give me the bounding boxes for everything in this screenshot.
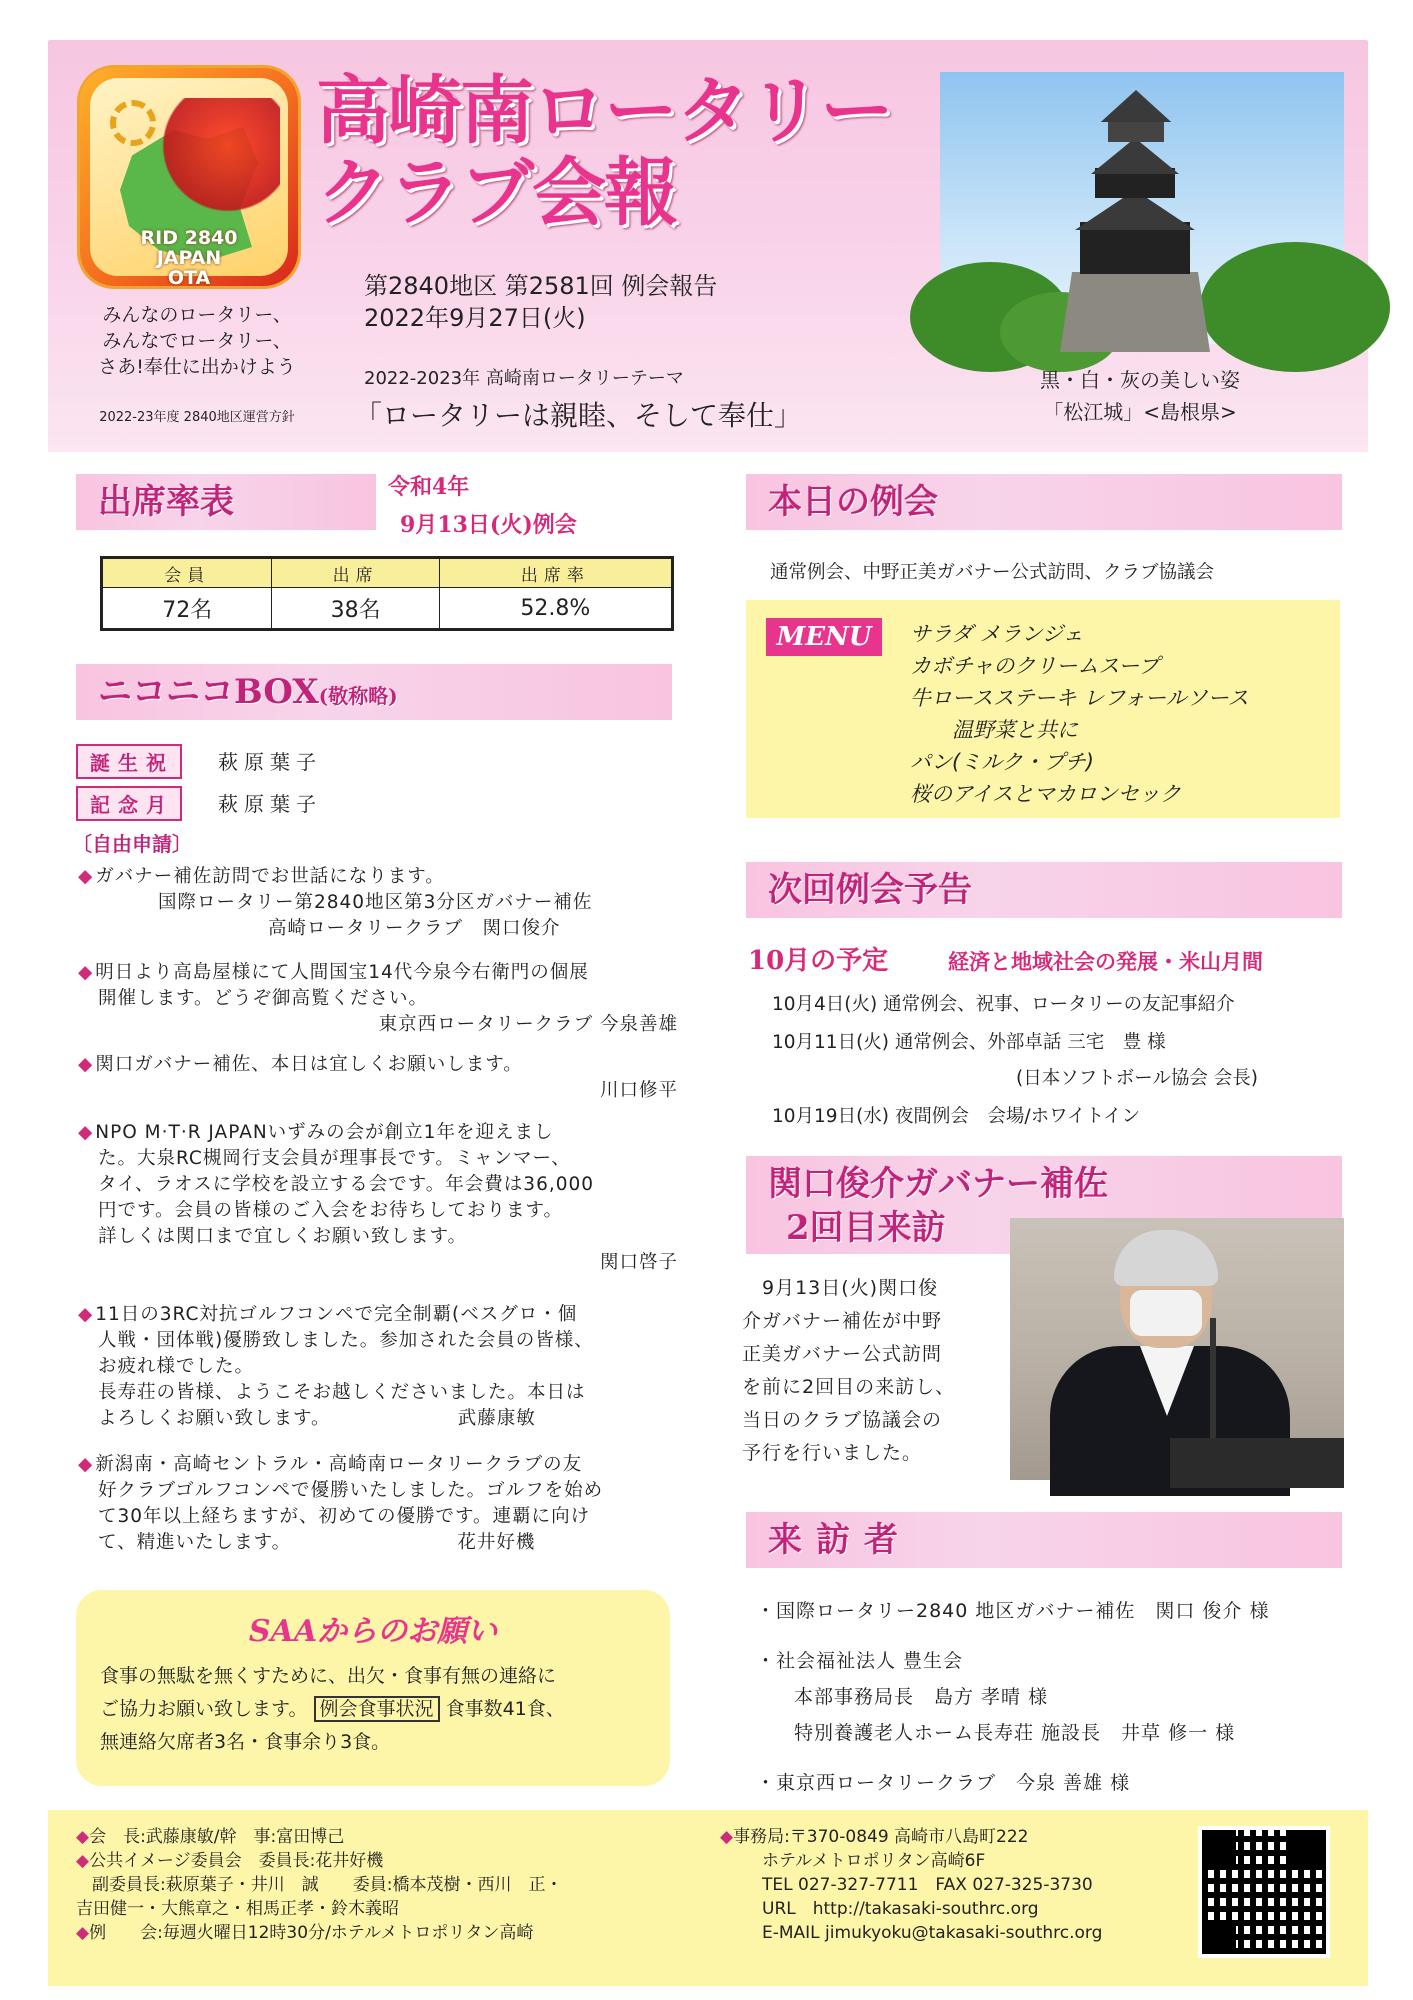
saa-line-2b: 食事数41食、 xyxy=(445,1698,565,1720)
attendance-year: 令和4年 xyxy=(388,474,470,500)
msg2-line1: 明日より高島屋様にて人間国宝14代今泉今右衛門の個展 xyxy=(95,962,589,983)
msg5-line5: よろしくお願い致します。 武藤康敏 xyxy=(98,1408,536,1429)
title-line-2: クラブ会報 xyxy=(316,150,676,236)
anniversary-tag: 記念月 xyxy=(76,786,182,821)
gov-line-5: 当日のクラブ協議会の xyxy=(742,1409,943,1431)
niko-heading-note: (敬称略) xyxy=(318,684,398,708)
visitors-heading xyxy=(746,1512,1342,1568)
next-row-4: 10月19日(水) 夜間例会 会場/ホワイトイン xyxy=(772,1106,1141,1127)
attendance-date: 9月13日(火)例会 xyxy=(400,512,577,538)
att-header-present: 出席 xyxy=(272,558,439,588)
phoenix-icon xyxy=(150,98,280,218)
visitors-heading-text: 来訪者 xyxy=(768,1520,912,1560)
msg2-line2: 開催します。どうぞ御高覧ください。 xyxy=(98,988,429,1009)
msg5-line4: 長寿荘の皆様、ようこそお越しくださいました。本日は xyxy=(98,1382,586,1403)
qr-code-icon[interactable] xyxy=(1198,1826,1330,1958)
footer-left-1: ◆会 長:武藤康敏/幹 事:富田博己 xyxy=(76,1827,345,1847)
photo-caption-1: 黒・白・灰の美しい姿 xyxy=(1040,368,1240,392)
anniversary-name: 萩原葉子 xyxy=(218,792,322,816)
birthday-tag: 誕生祝 xyxy=(76,744,182,779)
slogan xyxy=(62,302,332,380)
photo-caption-2: 「松江城」<島根県> xyxy=(1043,400,1237,424)
governor-visit-text xyxy=(742,1272,992,1470)
next-heading-text: 次回例会予告 xyxy=(768,870,972,910)
msg6-line2: 好クラブゴルフコンペで優勝いたしました。ゴルフを始め xyxy=(98,1480,604,1501)
microphone-icon xyxy=(1210,1318,1216,1438)
footer-left-5-text: 例 会:毎週火曜日12時30分/ホテルメトロポリタン高崎 xyxy=(89,1923,534,1943)
footer-left-2: ◆公共イメージ委員会 委員長:花井好機 xyxy=(76,1851,384,1871)
governor-heading-line-1: 関口俊介ガバナー補佐 xyxy=(768,1164,1108,1204)
slogan-line-2: みんなでロータリー、 xyxy=(102,330,292,352)
msg5-line1: 11日の3RC対抗ゴルフコンペで完全制覇(ベスグロ・個 xyxy=(95,1304,578,1325)
menu-item-1: サラダ メランジェ xyxy=(910,622,1084,646)
theme-label: 2022-2023年 高崎南ロータリーテーマ xyxy=(364,368,684,389)
gov-line-1: 9月13日(火)関口俊 xyxy=(762,1277,939,1299)
niko-box-heading xyxy=(76,664,672,720)
gov-line-2: 介ガバナー補佐が中野 xyxy=(742,1310,943,1332)
att-header-rate: 出席率 xyxy=(439,558,672,588)
niko-message-6: ◆ 新潟南・高崎セントラル・高崎南ロータリークラブの友 好クラブゴルフコンペで優勝いたしました。ゴルフを始め て30年以上経ちますが、初めての優勝です。連覇に向け て、精進いたします。 花井好機 xyxy=(78,1452,698,1556)
title-line-1: 高崎南ロータリー xyxy=(316,68,892,154)
footer-left-2-text: 公共イメージ委員会 委員長:花井好機 xyxy=(89,1851,384,1871)
msg5-line2: 人戦・団体戦)優勝致しました。参加された会員の皆様、 xyxy=(98,1330,594,1351)
report-number: 第2840地区 第2581回 例会報告 xyxy=(364,272,718,300)
menu-item-5: パン(ミルク・プチ) xyxy=(910,750,1094,774)
msg4-line4: 円です。会員の皆様のご入会をお待ちしております。 xyxy=(98,1200,564,1221)
menu-label: MENU xyxy=(766,618,882,656)
menu-item-2: カボチャのクリームスープ xyxy=(910,654,1160,678)
msg3-sign: 川口修平 xyxy=(599,1080,678,1101)
gov-line-6: 予行を行いました。 xyxy=(742,1442,923,1464)
slogan-sub: 2022-23年度 2840地区運営方針 xyxy=(99,410,295,425)
niko-message-5: ◆ 11日の3RC対抗ゴルフコンペで完全制覇(ベスグロ・個 人戦・団体戦)優勝致しました。参加された会員の皆様、 お疲れ様でした。 長寿荘の皆様、ようこそお越しくださいました。本日は よろしくお願い致します。 武藤康敏 xyxy=(78,1302,698,1432)
logo-text-1: RID 2840 xyxy=(140,227,238,249)
msg1-sign1: 国際ロータリー第2840地区第3分区ガバナー補佐 xyxy=(158,892,593,913)
msg1-sign2: 高崎ロータリークラブ 関口俊介 xyxy=(268,918,561,939)
next-row-3: (日本ソフトボール協会 会長) xyxy=(1016,1068,1258,1089)
visitor-1: ・国際ロータリー2840 地区ガバナー補佐 関口 俊介 様 xyxy=(756,1600,1270,1622)
club-theme: 「ロータリーは親睦、そして奉仕」 xyxy=(354,399,803,432)
footer-url[interactable]: URL http://takasaki-southrc.org xyxy=(762,1899,1039,1919)
att-rate: 52.8% xyxy=(439,588,672,630)
saa-text xyxy=(100,1660,660,1759)
attendance-table xyxy=(100,556,674,631)
footer-left-1-text: 会 長:武藤康敏/幹 事:富田博己 xyxy=(89,1827,345,1847)
report-date: 2022年9月27日(火) xyxy=(364,304,586,332)
saa-line-1: 食事の無駄を無くすために、出欠・食事有無の連絡に xyxy=(100,1665,557,1687)
msg6-line4: て、精進いたします。 花井好機 xyxy=(98,1532,536,1553)
club-logo xyxy=(80,68,298,289)
niko-message-4: ◆ NPO M·T·R JAPANいずみの会が創立1年を迎えまし た。大泉RC槻岡行支会員が理事長です。ミャンマー、 タイ、ラオスに学校を設立する会です。年会費は36,000 円です。会員の皆様のご入会をお待ちしております。 詳しくは関口まで宜しくお願い致します。 関口啓子 xyxy=(78,1120,698,1276)
msg3-line1: 関口ガバナー補佐、本日は宜しくお願いします。 xyxy=(95,1054,523,1075)
governor-photo xyxy=(1010,1218,1344,1480)
menu-item-4: 温野菜と共に xyxy=(910,718,1078,742)
slogan-line-1: みんなのロータリー、 xyxy=(102,304,292,326)
footer-right-1: ◆事務局:〒370-0849 高崎市八島町222 xyxy=(720,1827,1029,1847)
free-application-label: 〔自由申請〕 xyxy=(72,832,192,856)
next-row-2: 10月11日(火) 通常例会、外部卓話 三宅 豊 様 xyxy=(772,1032,1166,1053)
niko-message-1: ◆ ガバナー補佐訪問でお世話になります。 国際ロータリー第2840地区第3分区ガバナー補佐 高崎ロータリークラブ 関口俊介 xyxy=(78,864,698,942)
newsletter-title xyxy=(316,70,916,234)
today-heading xyxy=(746,474,1342,530)
footer-right-1-text: 事務局:〒370-0849 高崎市八島町222 xyxy=(733,1827,1029,1847)
msg4-line3: タイ、ラオスに学校を設立する会です。年会費は36,000 xyxy=(98,1174,595,1195)
msg6-line3: て30年以上経ちますが、初めての優勝です。連覇に向け xyxy=(98,1506,591,1527)
governor-heading-line-2: 2回目来訪 xyxy=(786,1208,946,1248)
niko-message-2: ◆ 明日より高島屋様にて人間国宝14代今泉今右衛門の個展 開催します。どうぞ御高覧ください。 東京西ロータリークラブ 今泉善雄 xyxy=(78,960,698,1038)
gov-line-3: 正美ガバナー公式訪問 xyxy=(742,1343,943,1365)
menu-item-3: 牛ロースステーキ レフォールソース xyxy=(910,686,1249,710)
footer-email[interactable]: E-MAIL jimukyoku@takasaki-southrc.org xyxy=(762,1923,1103,1943)
logo-text-3: OTA xyxy=(167,267,211,289)
today-heading-text: 本日の例会 xyxy=(768,482,938,522)
castle-photo xyxy=(940,72,1344,344)
visitor-2: ・社会福祉法人 豊生会 xyxy=(756,1650,964,1672)
footer-right-2: ホテルメトロポリタン高崎6F xyxy=(762,1851,986,1871)
msg2-sign: 東京西ロータリークラブ 今泉善雄 xyxy=(378,1014,678,1035)
next-month-theme: 経済と地域社会の発展・米山月間 xyxy=(948,949,1263,974)
saa-line-2a: ご協力お願い致します。 xyxy=(100,1698,308,1720)
today-description: 通常例会、中野正美ガバナー公式訪問、クラブ協議会 xyxy=(770,562,1215,583)
next-row-1: 10月4日(火) 通常例会、祝事、ロータリーの友記事紹介 xyxy=(772,994,1235,1015)
msg5-line3: お疲れ様でした。 xyxy=(98,1356,255,1377)
msg4-line2: た。大泉RC槻岡行支会員が理事長です。ミャンマー、 xyxy=(98,1148,571,1169)
footer-left-4: 吉田健一・大熊章之・相馬正孝・鈴木義昭 xyxy=(76,1899,399,1919)
next-month-title: 10月の予定 xyxy=(748,946,889,976)
saa-line-3: 無連絡欠席者3名・食事余り3食。 xyxy=(100,1731,391,1753)
att-present: 38名 xyxy=(272,588,439,630)
birthday-name: 萩原葉子 xyxy=(218,750,322,774)
menu-item-6: 桜のアイスとマカロンセック xyxy=(910,782,1181,806)
footer-left-3: 副委員長:萩原葉子・井川 誠 委員:橋本茂樹・西川 正・ xyxy=(92,1875,563,1895)
msg1-line1: ガバナー補佐訪問でお世話になります。 xyxy=(95,866,445,887)
attendance-heading xyxy=(76,474,376,530)
logo-text-2: JAPAN xyxy=(156,247,222,269)
next-meeting-heading xyxy=(746,862,1342,918)
msg4-sign: 関口啓子 xyxy=(599,1252,678,1273)
saa-meal-status-label: 例会食事状況 xyxy=(314,1696,440,1722)
gov-line-4: を前に2回目の来訪し、 xyxy=(742,1376,956,1398)
visitor-2-staff-1: 本部事務局長 島方 孝晴 様 xyxy=(794,1686,1049,1708)
saa-title: SAAからのお願い xyxy=(248,1614,498,1649)
footer-left-5: ◆例 会:毎週火曜日12時30分/ホテルメトロポリタン高崎 xyxy=(76,1923,534,1943)
niko-message-3: ◆ 関口ガバナー補佐、本日は宜しくお願いします。 川口修平 xyxy=(78,1052,698,1104)
msg6-line1: 新潟南・高崎セントラル・高崎南ロータリークラブの友 xyxy=(95,1454,583,1475)
visitor-3: ・東京西ロータリークラブ 今泉 善雄 様 xyxy=(756,1772,1131,1794)
msg4-line5: 詳しくは関口まで宜しくお願い致します。 xyxy=(98,1226,468,1247)
visitor-2-staff-2: 特別養護老人ホーム長寿荘 施設長 井草 修一 様 xyxy=(794,1722,1236,1744)
slogan-line-3: さあ!奉仕に出かけよう xyxy=(98,356,296,378)
att-header-members: 会員 xyxy=(102,558,272,588)
attendance-heading-text: 出席率表 xyxy=(98,482,234,522)
att-members: 72名 xyxy=(102,588,272,630)
msg4-line1: NPO M·T·R JAPANいずみの会が創立1年を迎えまし xyxy=(95,1122,554,1143)
niko-heading-text: ニコニコBOX xyxy=(98,672,319,712)
footer-right-3: TEL 027-327-7711 FAX 027-325-3730 xyxy=(762,1875,1093,1895)
